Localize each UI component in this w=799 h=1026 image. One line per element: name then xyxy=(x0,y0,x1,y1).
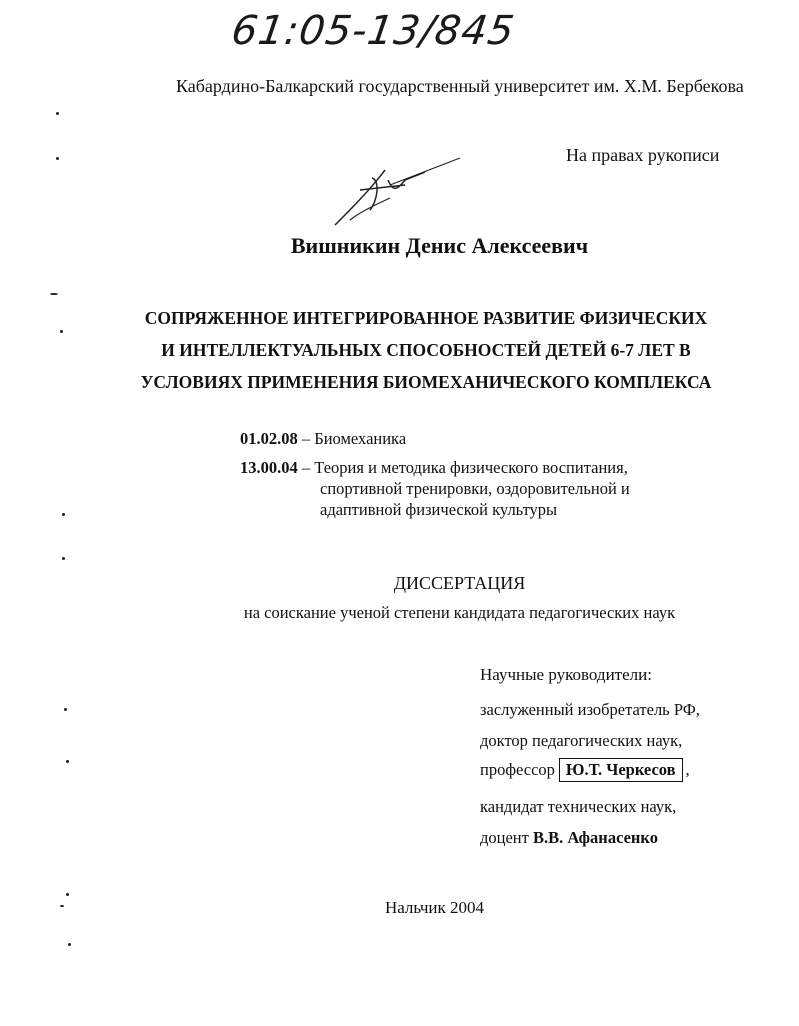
scan-speck xyxy=(62,557,65,560)
specialty-dash: – xyxy=(301,429,311,448)
scan-speck xyxy=(50,293,58,295)
supervisor1-line2: доктор педагогических наук, xyxy=(480,731,683,750)
dissertation-subtitle: на соискание ученой степени кандидата педагогических наук xyxy=(243,603,676,622)
scan-speck xyxy=(56,112,59,115)
dissertation-label: ДИССЕРТАЦИЯ xyxy=(393,573,526,593)
city-year: Нальчик 2004 xyxy=(384,898,485,917)
scan-speck xyxy=(64,708,67,711)
scan-speck xyxy=(56,157,59,160)
archive-number-handwritten: 61:05-13/845 xyxy=(228,8,518,54)
supervisor2-line1: кандидат технических наук, xyxy=(480,797,677,816)
rights-notice: На правах рукописи xyxy=(566,145,720,165)
specialty-name-cont: адаптивной физической культуры xyxy=(320,500,558,519)
specialty-code: 01.02.08 xyxy=(240,429,298,448)
supervisor1-name-line xyxy=(480,758,690,782)
specialty-name: Теория и методика физического воспитания, xyxy=(314,458,628,477)
dissertation-title xyxy=(120,302,732,398)
signature-image xyxy=(330,150,470,240)
specialty-name-cont: спортивной тренировки, оздоровительной и xyxy=(320,479,630,498)
scan-speck xyxy=(62,513,65,516)
supervisor1-line1: заслуженный изобретатель РФ, xyxy=(480,700,700,719)
supervisors-heading: Научные руководители: xyxy=(480,665,652,684)
supervisor1-name-boxed: Ю.Т. Черкесов xyxy=(559,758,683,782)
title-line: СОПРЯЖЕННОЕ ИНТЕГРИРОВАННОЕ РАЗВИТИЕ ФИЗИЧЕСКИХ xyxy=(144,308,708,328)
title-line: И ИНТЕЛЛЕКТУАЛЬНЫХ СПОСОБНОСТЕЙ ДЕТЕЙ 6-7 ЛЕТ В xyxy=(161,340,691,360)
scan-speck xyxy=(60,905,64,907)
supervisor1-title: профессор xyxy=(480,760,555,779)
author-name: Вишникин Денис Алексеевич xyxy=(290,233,589,258)
scan-speck xyxy=(68,943,71,946)
specialty-dash: – xyxy=(301,458,311,477)
title-line: УСЛОВИЯХ ПРИМЕНЕНИЯ БИОМЕХАНИЧЕСКОГО КОМПЛЕКСА xyxy=(140,372,712,392)
supervisor2-name: В.В. Афанасенко xyxy=(532,828,658,847)
scan-speck xyxy=(60,330,63,333)
supervisor1-suffix: , xyxy=(685,760,690,779)
specialty-code: 13.00.04 xyxy=(240,458,298,477)
specialty-biomechanics xyxy=(240,428,406,449)
specialty-name: Биомеханика xyxy=(314,429,407,448)
university-name: Кабардино-Балкарский государственный университет им. Х.М. Бербекова xyxy=(176,76,744,96)
supervisor2-title: доцент xyxy=(480,828,529,847)
scan-speck xyxy=(66,893,69,896)
supervisor2-name-line xyxy=(480,828,658,848)
scan-speck xyxy=(66,760,69,763)
specialty-physical-education xyxy=(240,457,630,520)
